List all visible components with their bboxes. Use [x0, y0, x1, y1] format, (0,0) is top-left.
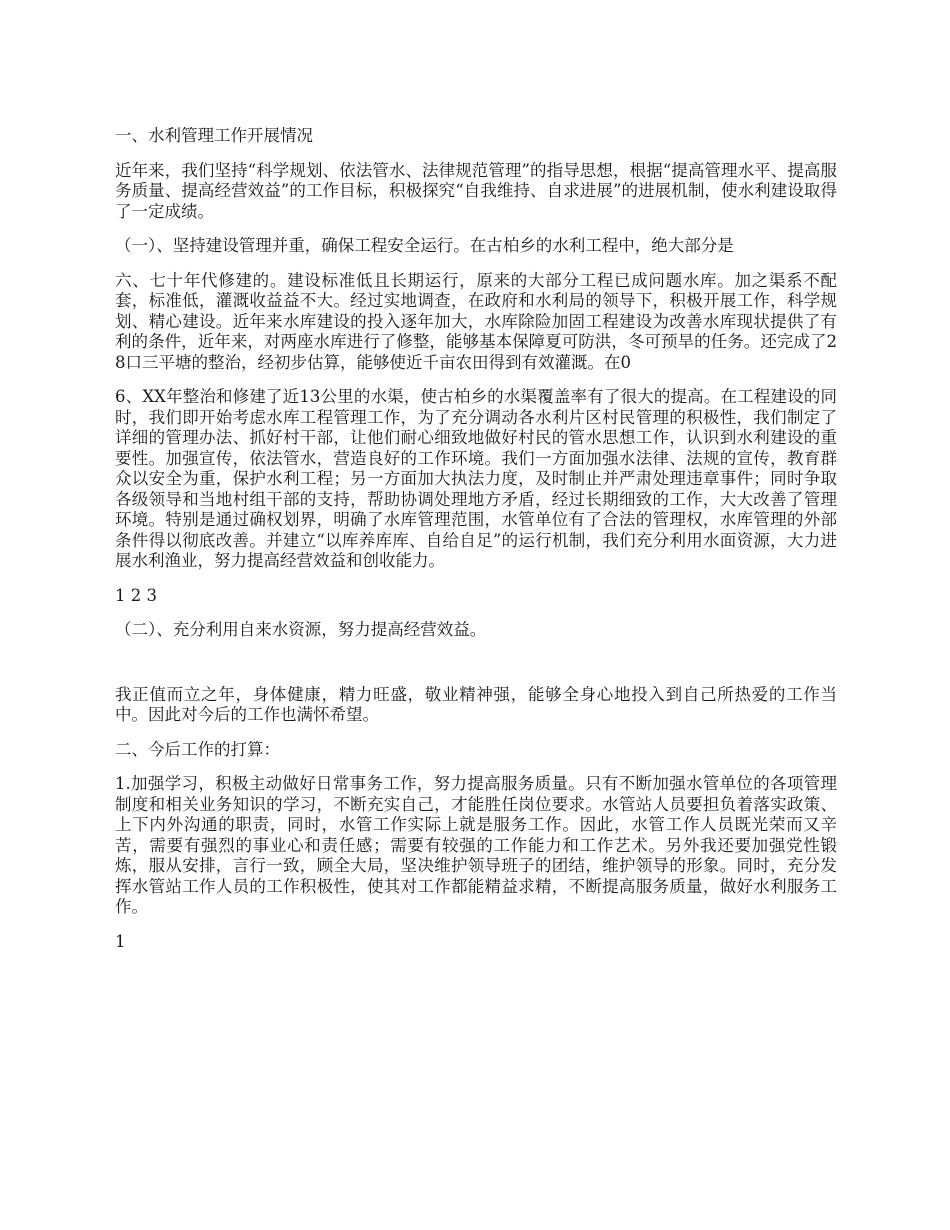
- body-paragraph-2: 6、XX年整治和修建了近13公里的水渠，使古柏乡的水渠覆盖率有了很大的提高。在工程建设的同时，我们即开始考虑水库工程管理工作，为了充分调动各水利片区村民管理的积极性，我们制定了详细的管理办法、抓好村干部，让他们耐心细致地做好村民的管水思想工作，认识到水利建设的重要性。加强宣传，依法管水，营造良好的工作环境。我们一方面加强水法律、法规的宣传，教育群众以安全为重，保护水利工程；另一方面加大执法力度，及时制止并严肃处理违章事件；同时争取各级领导和当地村组干部的支持，帮助协调处理地方矛盾，经过长期细致的工作，大大改善了管理环境。特别是通过确权划界，明确了水库管理范围，水管单位有了合法的管理权，水库管理的外部条件得以彻底改善。并建立“以库养库库、自给自足”的运行机制，我们充分利用水面资源，大力进展水利渔业，努力提高经营效益和创收能力。: [115, 387, 837, 570]
- section-1-heading: （一）、坚持建设管理并重，确保工程安全运行。在古柏乡的水利工程中，绝大部分是: [115, 236, 734, 255]
- heading-water-management: 一、水利管理工作开展情况: [115, 126, 313, 145]
- document-page: [115, 126, 837, 952]
- page-numbers-2: 1: [115, 931, 126, 951]
- body-paragraph-1: 六、七十年代修建的。建设标准低且长期运行，原来的大部分工程已成问题水库。加之渠系不配套，标准低，灌溉收益益不大。经过实地调查，在政府和水利局的领导下，积极开展工作，科学规划、精心建设。近年来水库建设的投入逐年加大，水库除险加固工程建设为改善水库现状提供了有利的条件，近年来，对两座水库进行了修整，能够基本保障夏可防洪，冬可预旱的任务。还完成了28口三平塘的整治，经初步估算，能够使近千亩农田得到有效灌溉。在0: [115, 270, 837, 372]
- page-numbers-1: 1 2 3: [115, 585, 157, 605]
- intro-paragraph: 近年来，我们坚持“科学规划、依法管水、法律规范管理”的指导思想，根据“提高管理水平、提高服务质量、提高经营效益”的工作目标，积极探究“自我维持、自求进展”的进展机制，使水利建设取得了一定成绩。: [115, 160, 837, 221]
- section-2-heading: （二）、充分利用自来水资源，努力提高经营效益。: [115, 620, 487, 639]
- self-statement-paragraph: 我正值而立之年，身体健康，精力旺盛，敬业精神强，能够全身心地投入到自己所热爱的工作当中。因此对今后的工作也满怀希望。: [115, 684, 837, 724]
- plan-paragraph-1: 1.加强学习，积极主动做好日常事务工作，努力提高服务质量。只有不断加强水管单位的各项管理制度和相关业务知识的学习，不断充实自己，才能胜任岗位要求。水管站人员要担负着落实政策、上下内外沟通的职责，同时，水管工作实际上就是服务工作。因此，水管工作人员既光荣而又辛苦，需要有强烈的事业心和责任感；需要有较强的工作能力和工作艺术。另外我还要加强党性锻炼，服从安排，言行一致，顾全大局，坚决维护领导班子的团结，维护领导的形象。同时，充分发挥水管站工作人员的工作积极性，使其对工作都能精益求精，不断提高服务质量，做好水利服务工作。: [115, 774, 837, 916]
- heading-future-plans: 二、今后工作的打算：: [115, 739, 280, 759]
